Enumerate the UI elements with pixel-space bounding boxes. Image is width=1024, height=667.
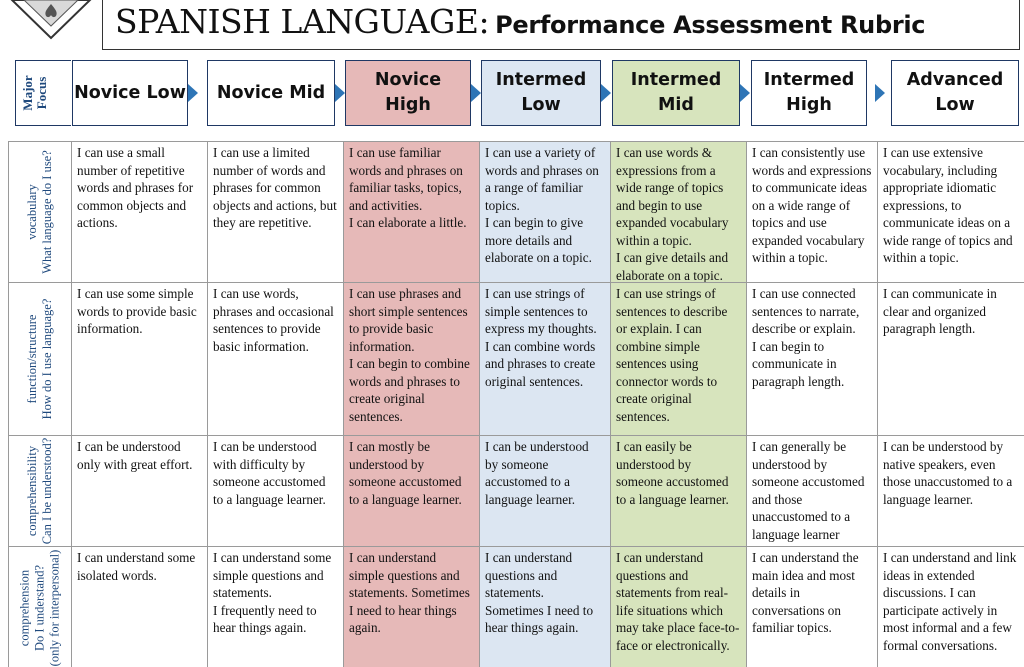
cell-text: I can communicate in clear and organized paragraph length. bbox=[883, 286, 997, 336]
cell-text: I can be understood only with great effort. bbox=[77, 439, 193, 472]
cell-text: I can begin to combine words and phrases to create original sentences. bbox=[349, 356, 470, 424]
level-label: Advanced bbox=[906, 70, 1004, 90]
cell-vocab-advanced-low bbox=[878, 142, 1024, 283]
cell-function-advanced-low bbox=[878, 283, 1024, 436]
level-novice-low bbox=[72, 60, 188, 126]
level-novice-mid bbox=[207, 60, 335, 126]
cell-text: I can use a small number of repetitive words and phrases for common objects and actions. bbox=[77, 145, 194, 230]
focus-label bbox=[25, 289, 55, 429]
cell-text: I can understand questions and statements. Sometimes I need to hear things again. bbox=[485, 550, 594, 635]
cell-text: I can elaborate a little. bbox=[349, 215, 467, 230]
cell-text: I can begin to communicate in paragraph length. bbox=[752, 338, 845, 389]
school-logo-icon bbox=[0, 0, 102, 40]
arrow-right-icon bbox=[335, 84, 345, 102]
cell-text: I can easily be understood by someone accustomed to a language learner. bbox=[616, 439, 729, 507]
arrow-right-icon bbox=[188, 84, 198, 102]
cell-function-novice-low bbox=[72, 283, 208, 436]
cell-comprehensibility-intermed-low bbox=[480, 436, 611, 547]
cell-vocab-intermed-high bbox=[747, 142, 878, 283]
page-title bbox=[115, 2, 925, 41]
cell-function-intermed-mid bbox=[611, 283, 747, 436]
major-focus-label: Major Focus bbox=[20, 75, 49, 111]
focus-title: comprehension bbox=[17, 569, 32, 646]
focus-note: (only for interpersonal) bbox=[47, 549, 62, 666]
cell-text: I can understand simple questions and statements. Sometimes I need to hear things again. bbox=[349, 550, 470, 635]
level-header-row bbox=[0, 60, 1024, 126]
cell-text: I can use words, phrases and occasional sentences to provide basic information. bbox=[213, 286, 334, 354]
cell-text: I can consistently use words and expressions to communicate ideas on a wide range of topics and use expanded vocabulary within a topic. bbox=[752, 145, 872, 265]
arrow-right-icon bbox=[875, 84, 885, 102]
cell-text: I can use strings of sentences to describe or explain. I can combine simple sentences using connector words to create original sentences. bbox=[616, 286, 728, 424]
cell-text: I can understand some isolated words. bbox=[77, 550, 196, 583]
cell-text: I can use extensive vocabulary, including appropriate idiomatic expressions, to communicate ideas on a wide range of topics and within a topic. bbox=[883, 145, 1013, 265]
level-intermed-mid bbox=[612, 60, 740, 126]
cell-text: I can mostly be understood by someone accustomed to a language learner. bbox=[349, 439, 462, 507]
cell-vocab-novice-mid bbox=[208, 142, 344, 283]
level-advanced-low bbox=[891, 60, 1019, 126]
cell-vocab-intermed-low bbox=[480, 142, 611, 283]
level-label-line2: High bbox=[385, 95, 431, 115]
level-label: Novice Mid bbox=[216, 82, 326, 103]
focus-label bbox=[18, 548, 63, 667]
cell-function-intermed-low bbox=[480, 283, 611, 436]
title-main-text: SPANISH LANGUAGE: bbox=[115, 2, 490, 41]
focus-question: Can I be understood? bbox=[40, 437, 54, 545]
cell-text: I can use connected sentences to narrate, describe or explain. bbox=[752, 286, 860, 336]
cell-text: I can use some simple words to provide basic information. bbox=[77, 286, 197, 336]
cell-function-novice-high bbox=[344, 283, 480, 436]
focus-comprehension bbox=[8, 547, 72, 667]
title-subtitle: Performance Assessment Rubric bbox=[495, 11, 926, 39]
cell-comprehension-advanced-low bbox=[878, 547, 1024, 667]
focus-label bbox=[25, 142, 55, 282]
level-label: Novice bbox=[374, 70, 442, 90]
arrow-right-icon bbox=[601, 84, 611, 102]
level-label-line2: Low bbox=[521, 95, 561, 115]
focus-question: How do I use language? bbox=[40, 298, 54, 420]
cell-vocab-novice-high bbox=[344, 142, 480, 283]
cell-text: I can be understood by someone accustomed to a language learner. bbox=[485, 439, 589, 507]
major-focus-header bbox=[15, 60, 71, 126]
cell-comprehensibility-advanced-low bbox=[878, 436, 1024, 547]
cell-comprehensibility-intermed-high bbox=[747, 436, 878, 547]
cell-text: I can understand some simple questions and statements. bbox=[213, 550, 332, 600]
focus-title: comprehensibility bbox=[25, 445, 39, 537]
cell-text: I can use phrases and short simple sentences to provide basic information. bbox=[349, 286, 468, 354]
cell-comprehensibility-novice-low bbox=[72, 436, 208, 547]
cell-text: I can understand the main idea and most details in conversations on familiar topics. bbox=[752, 550, 859, 635]
cell-comprehension-novice-low bbox=[72, 547, 208, 667]
cell-vocab-intermed-mid bbox=[611, 142, 747, 283]
cell-vocab-novice-low bbox=[72, 142, 208, 283]
focus-title: vocabulary bbox=[25, 184, 39, 240]
rubric-table bbox=[8, 141, 1024, 667]
cell-comprehension-novice-mid bbox=[208, 547, 344, 667]
cell-text: I can combine words and phrases to create original sentences. bbox=[485, 338, 596, 389]
cell-text: I can use familiar words and phrases on familiar tasks, topics, and activities. bbox=[349, 145, 463, 213]
focus-vocabulary bbox=[8, 142, 72, 283]
cell-comprehensibility-novice-high bbox=[344, 436, 480, 547]
level-label: Intermed bbox=[630, 70, 722, 90]
cell-comprehension-novice-high bbox=[344, 547, 480, 667]
cell-text: I can understand and link ideas in extended discussions. I can participate actively in most informal and a few formal conversations. bbox=[883, 550, 1017, 653]
cell-text: I can be understood by native speakers, even those unaccustomed to a language learner. bbox=[883, 439, 1013, 507]
cell-comprehension-intermed-high bbox=[747, 547, 878, 667]
cell-text: I can begin to give more details and elaborate on a topic. bbox=[485, 215, 592, 265]
cell-comprehensibility-intermed-mid bbox=[611, 436, 747, 547]
arrow-right-icon bbox=[740, 84, 750, 102]
cell-text: I frequently need to hear things again. bbox=[213, 602, 317, 635]
level-novice-high bbox=[345, 60, 471, 126]
cell-text: I can use a variety of words and phrases on a range of familiar topics. bbox=[485, 145, 599, 213]
cell-text: I can use a limited number of words and phrases for common objects and actions, but they are repetitive. bbox=[213, 145, 337, 230]
level-label-line2: High bbox=[786, 95, 832, 115]
cell-comprehension-intermed-low bbox=[480, 547, 611, 667]
level-label-line2: Mid bbox=[658, 95, 694, 115]
arrow-right-icon bbox=[471, 84, 481, 102]
cell-comprehensibility-novice-mid bbox=[208, 436, 344, 547]
cell-text: I can use words & expressions from a wide range of topics and begin to use expanded vocabulary within a topic. bbox=[616, 145, 729, 248]
focus-title: function/structure bbox=[25, 314, 39, 404]
cell-text: I can generally be understood by someone accustomed and those unaccustomed to a language learner bbox=[752, 439, 865, 542]
cell-function-intermed-high bbox=[747, 283, 878, 436]
cell-text: I can use strings of simple sentences to express my thoughts. bbox=[485, 286, 597, 336]
level-label: Intermed bbox=[495, 70, 587, 90]
cell-text: I can understand questions and statements from real-life situations which may take place face-to-face or electronically. bbox=[616, 550, 740, 653]
level-label: Novice Low bbox=[74, 82, 186, 103]
level-label: Intermed bbox=[763, 70, 855, 90]
cell-text: I can be understood with difficulty by someone accustomed to a language learner. bbox=[213, 439, 326, 507]
focus-function-structure bbox=[8, 283, 72, 436]
level-intermed-low bbox=[481, 60, 601, 126]
cell-text: I can give details and elaborate on a topic. bbox=[616, 250, 729, 283]
focus-question: What language do I use? bbox=[40, 150, 54, 274]
level-intermed-high bbox=[751, 60, 867, 126]
level-label-line2: Low bbox=[935, 95, 975, 115]
cell-comprehension-intermed-mid bbox=[611, 547, 747, 667]
cell-function-novice-mid bbox=[208, 283, 344, 436]
focus-question: Do I understand? bbox=[32, 564, 47, 651]
title-banner bbox=[102, 0, 1020, 50]
focus-comprehensibility bbox=[8, 436, 72, 547]
focus-label bbox=[25, 437, 55, 545]
